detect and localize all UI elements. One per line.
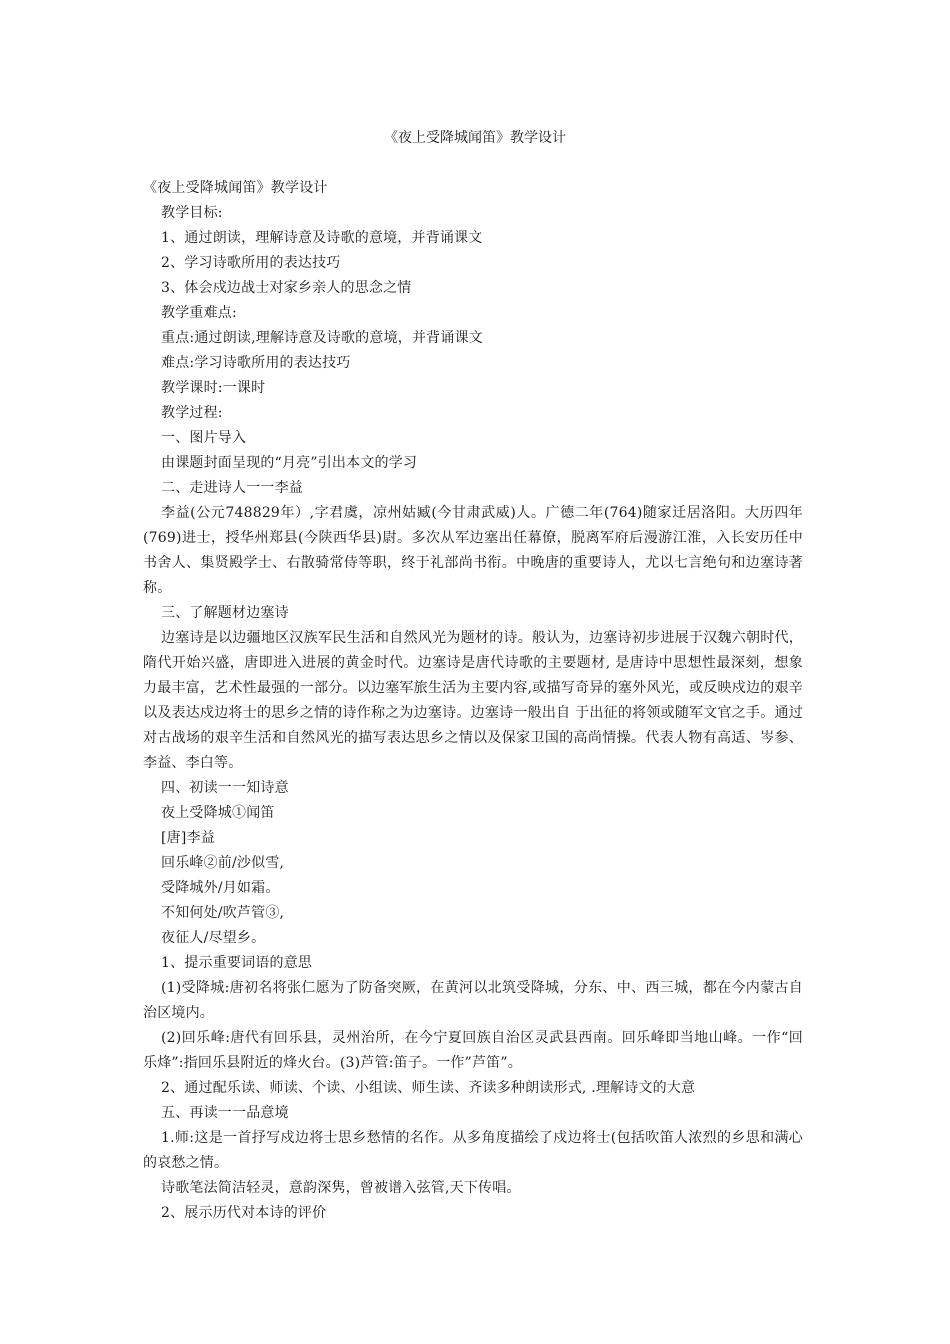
document-paragraph: 1、通过朗读，理解诗意及诗歌的意境，并背诵课文 (161, 230, 483, 246)
document-paragraph: 教学过程: (161, 405, 223, 421)
document-paragraph: 诗歌笔法简洁轻灵，意韵深隽，曾被谱入弦管,天下传唱。 (161, 1180, 521, 1196)
document-paragraph: 重点:通过朗读,理解诗意及诗歌的意境，并背诵课文 (161, 330, 483, 346)
document-paragraph: 2、展示历代对本诗的评价 (161, 1205, 327, 1221)
document-paragraph: 受降城外/月如霜。 (161, 880, 280, 896)
document-paragraph: 回乐峰②前/沙似雪, (161, 855, 285, 871)
document-paragraph: 不知何处/吹芦管③, (161, 905, 285, 921)
document-paragraph: 由课题封面呈现的“月亮”引出本文的学习 (161, 455, 418, 471)
document-paragraph: 难点:学习诗歌所用的表达技巧 (161, 355, 351, 371)
document-paragraph: 1.师:这是一首抒写戍边将士思乡愁情的名作。从多角度描绘了戍边将士(包括吹笛人浓烈的乡思和满心的哀愁之情。 (143, 1130, 803, 1171)
document-paragraph: 五、再读一一品意境 (161, 1105, 289, 1121)
document-body (143, 176, 803, 1226)
document-paragraph: 一、图片导入 (161, 430, 247, 446)
document-paragraph: 2、学习诗歌所用的表达技巧 (161, 255, 341, 271)
document-paragraph: 李益(公元748829年）,字君虞，凉州姑臧(今甘肃武威)人。广德二年(764)随家迁居洛阳。大历四年(769)进士，授华州郑县(今陕西华县)尉。多次从军边塞出任幕僚，脱离军府后漫游江淮，入长安历任中书舍人、集贤殿学士、右散骑常侍等职，终于礼部尚书衔。中晚唐的重要诗人，尤以七言绝句和边塞诗著称。 (143, 505, 803, 596)
document-paragraph: (2)回乐峰:唐代有回乐县，灵州治所，在今宁夏回族自治区灵武县西南。回乐峰即当地山峰。一作“回乐烽”:指回乐县附近的烽火台。(3)芦管:笛子。一作”芦笛”。 (143, 1030, 803, 1071)
document-paragraph: [唐]李益 (161, 830, 215, 846)
document-paragraph: 夜征人/尽望乡。 (161, 930, 266, 946)
document-paragraph: 二、走进诗人一一李益 (161, 480, 303, 496)
document-paragraph: 教学重难点: (161, 305, 237, 321)
document-paragraph: (1)受降城:唐初名将张仁愿为了防备突厥，在黄河以北筑受降城，分东、中、西三城，都在今内蒙古自治区境内。 (143, 980, 803, 1021)
document-paragraph: 夜上受降城①闻笛 (161, 805, 275, 821)
document-paragraph: 三、了解题材边塞诗 (161, 605, 289, 621)
document-title: 《夜上受降城闻笛》教学设计 (384, 130, 566, 146)
document-paragraph: 《夜上受降城闻笛》教学设计 (143, 180, 328, 196)
document-paragraph: 3、体会戍边战士对家乡亲人的思念之情 (161, 280, 412, 296)
document-paragraph: 2、通过配乐读、师读、个读、小组读、师生读、齐读多种朗读形式, .理解诗文的大意 (161, 1080, 696, 1096)
document-paragraph: 教学目标: (161, 205, 223, 221)
document-paragraph: 1、提示重要词语的意思 (161, 955, 313, 971)
document-paragraph: 教学课时:一课时 (161, 380, 266, 396)
document-paragraph: 边塞诗是以边疆地区汉族军民生活和自然风光为题材的诗。般认为，边塞诗初步进展于汉魏六朝时代，隋代开始兴盛，唐即进入进展的黄金时代。边塞诗是唐代诗歌的主要题材, 是唐诗中思想性最深刻，想象力最丰富，艺术性最强的一部分。以边塞军旅生活为主要内容,或描写奇异的塞外风光，或反映戍边的艰辛以及表达戍边将士的思乡之情的诗作称之为边塞诗。边塞诗一般出自 于出征的将领或随军文官之手。通过对古战场的艰辛生活和自然风光的描写表达思乡之情以及保家卫国的高尚情操。代表人物有高适、岑参、李益、李白等。 (143, 630, 803, 771)
document-paragraph: 四、初读一一知诗意 (161, 780, 289, 796)
